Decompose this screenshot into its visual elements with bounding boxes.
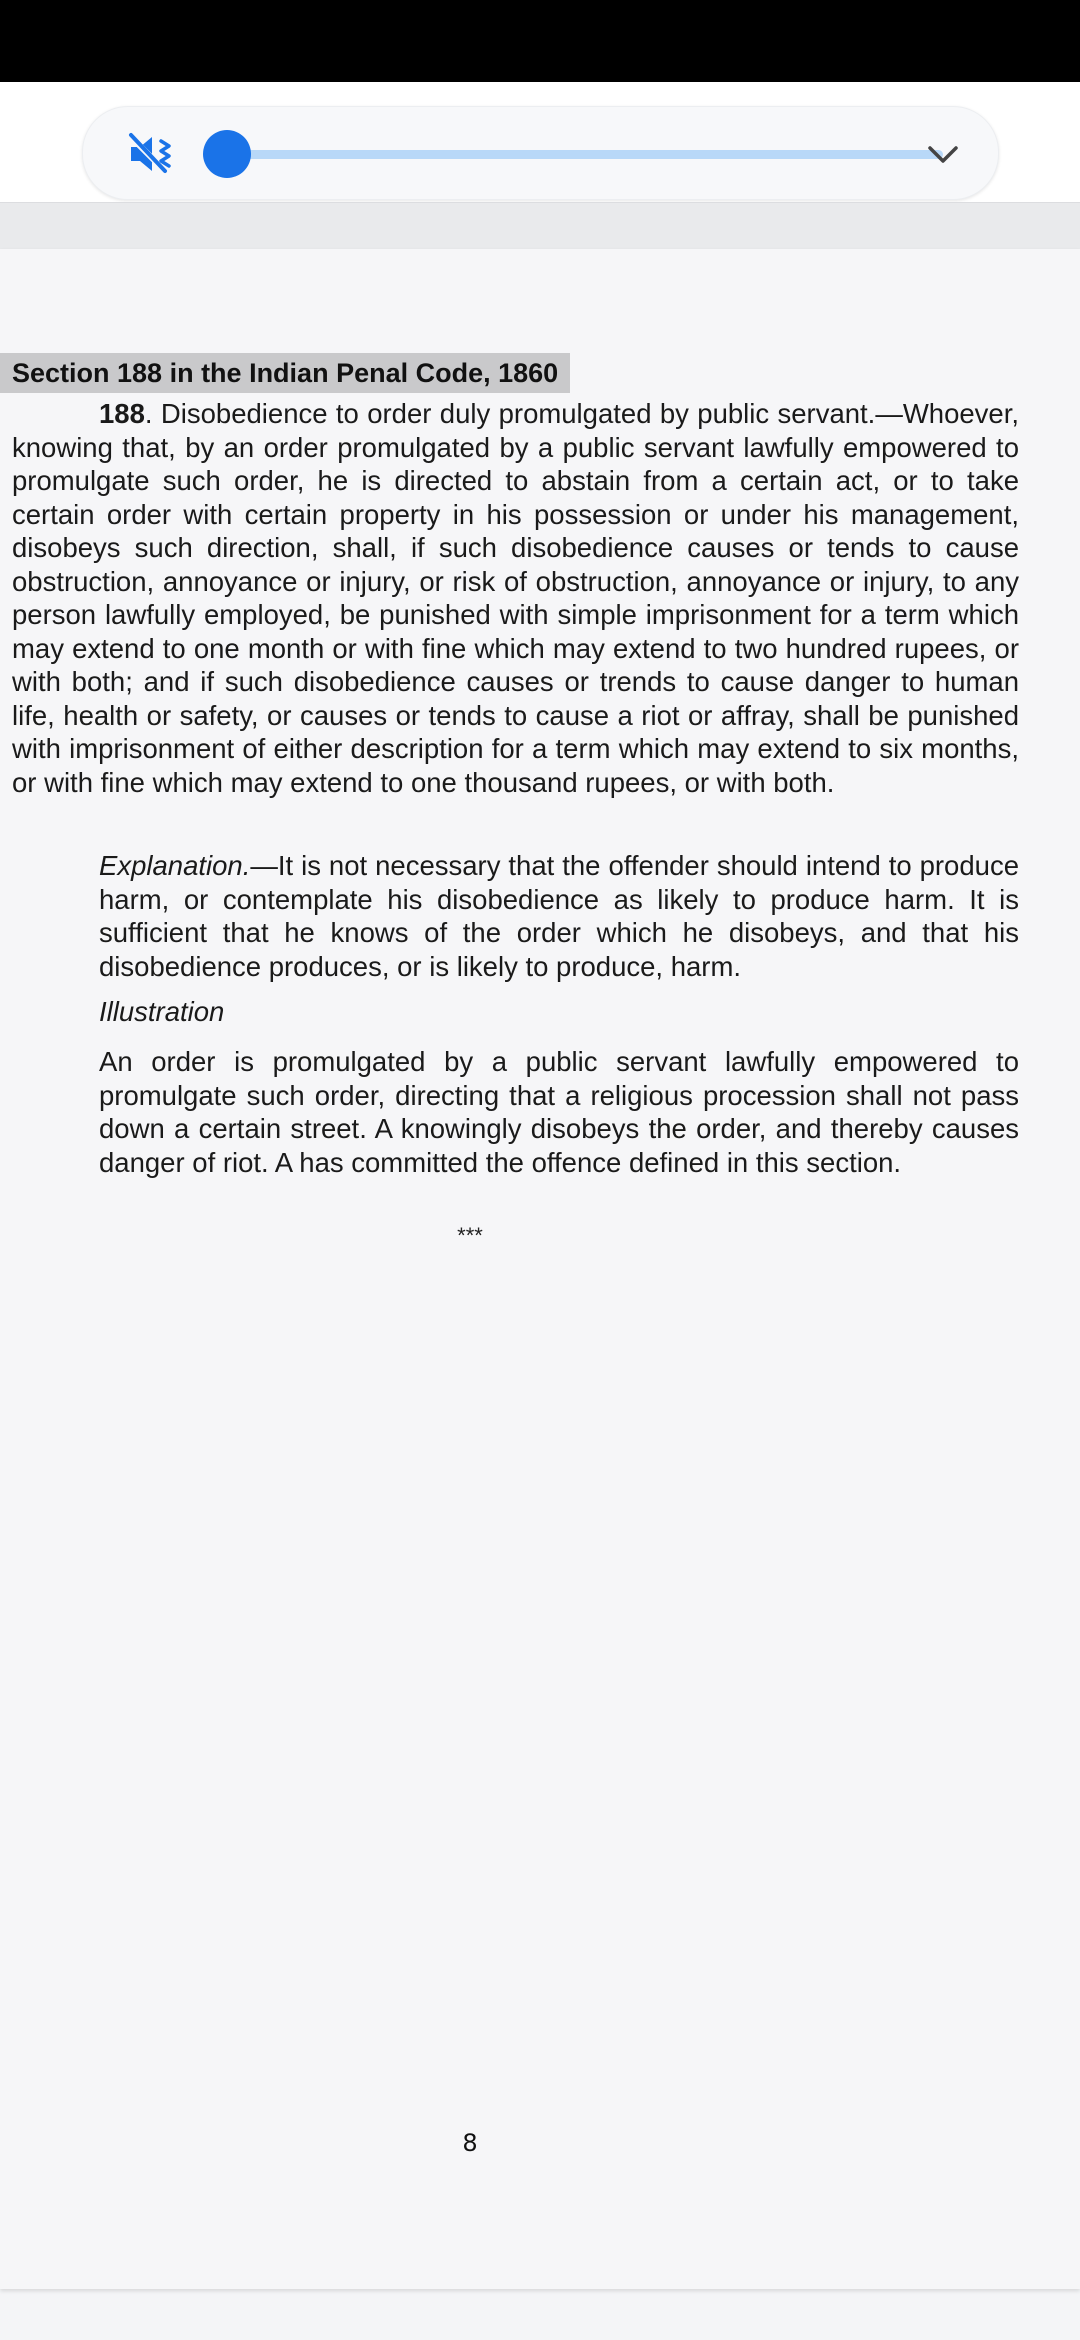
page-number: 8 [462,2129,478,2157]
explanation-paragraph [99,849,1019,983]
volume-panel-area [0,82,1080,202]
document-page [0,249,1080,2289]
volume-slider-thumb[interactable] [203,130,251,178]
chevron-down-icon[interactable] [921,133,965,177]
volume-panel [82,106,999,200]
volume-slider[interactable] [227,150,943,159]
section-separator: *** [457,1223,483,1248]
explanation-label: Explanation. [99,850,251,881]
section-title: Section 188 in the Indian Penal Code, 1860 [0,353,570,393]
mute-vibrate-icon[interactable] [127,129,177,179]
illustration-text: An order is promulgated by a public servant lawfully empowered to promulgate such order, directing that a religious procession shall not pass down a certain street. A knowingly disobeys the order, and thereby causes danger of riot. A has committed the offence defined in this section. [99,1046,1019,1178]
section-number: 188 [99,398,145,429]
explanation-text: —It is not necessary that the offender should intend to produce harm, or contemplate his disobedience as likely to produce harm. It is sufficient that he knows of the order which he disobeys, and that his disobedience produces, or is likely to produce, harm. [99,850,1019,982]
section-text: . Disobedience to order duly promulgated by public servant.—Whoever, knowing that, by an order promulgated by a public servant lawfully empowered to promulgate such order, he is directed to abstain from a certain act, or to take certain order with certain property in his possession or under his management, disobeys such direction, shall, if such disobedience causes or tends to cause obstruction, annoyance or injury, or risk of obstruction, annoyance or injury, to any person lawfully employed, be punished with simple imprisonment for a term which may extend to one month or with fine which may extend to two hundred rupees, or with both; and if such disobedience causes or trends to cause danger to human life, health or safety, or causes or tends to cause a riot or affray, shall be punished with imprisonment of either description for a term which may extend to six months, or with fine which may extend to one thousand rupees, or with both. [12,398,1019,798]
illustration-heading: Illustration [99,996,225,1027]
status-bar [0,0,1080,82]
section-paragraph [12,397,1019,799]
viewer-toolbar-band [0,202,1080,250]
